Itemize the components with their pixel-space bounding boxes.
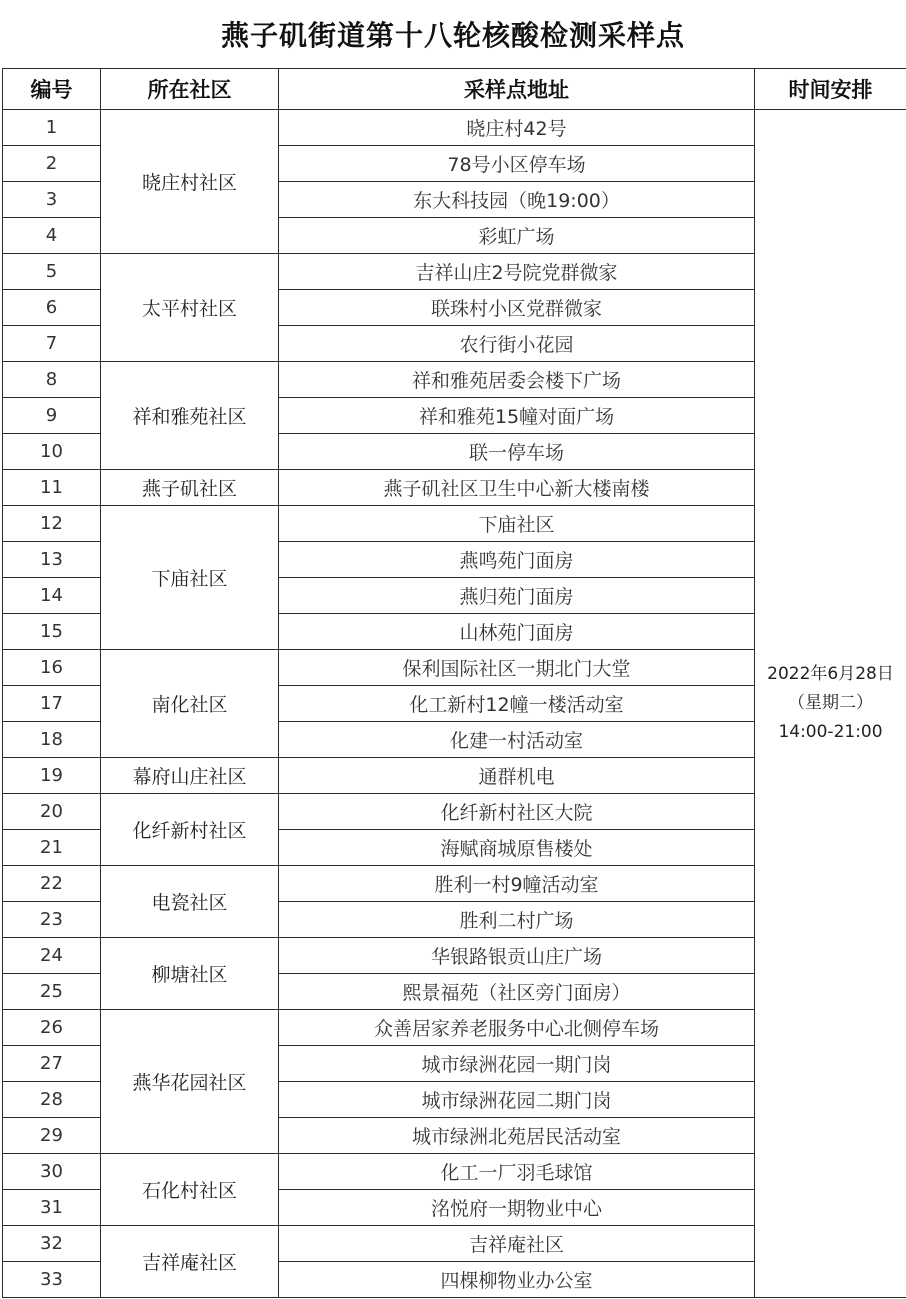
header-address: 采样点地址	[279, 69, 755, 110]
site-number: 1	[3, 110, 101, 146]
site-number: 25	[3, 974, 101, 1010]
page-title: 燕子矶街道第十八轮核酸检测采样点	[220, 19, 685, 52]
community-name: 石化村社区	[101, 1154, 279, 1226]
site-number: 32	[3, 1226, 101, 1262]
site-address: 华银路银贡山庄广场	[279, 938, 755, 974]
site-address: 山林苑门面房	[279, 614, 755, 650]
community-name: 南化社区	[101, 650, 279, 758]
table-row	[3, 110, 906, 146]
site-number: 7	[3, 326, 101, 362]
site-number: 9	[3, 398, 101, 434]
site-number: 4	[3, 218, 101, 254]
site-number: 6	[3, 290, 101, 326]
site-address: 燕归苑门面房	[279, 578, 755, 614]
site-number: 31	[3, 1190, 101, 1226]
schedule-weekday: （星期二）	[788, 693, 873, 713]
site-address: 四棵柳物业办公室	[279, 1262, 755, 1298]
community-name: 电瓷社区	[101, 866, 279, 938]
community-name: 化纤新村社区	[101, 794, 279, 866]
site-address: 海赋商城原售楼处	[279, 830, 755, 866]
table-body	[3, 110, 906, 1298]
site-number: 23	[3, 902, 101, 938]
site-number: 19	[3, 758, 101, 794]
site-address: 保利国际社区一期北门大堂	[279, 650, 755, 686]
site-address: 熙景福苑（社区旁门面房）	[279, 974, 755, 1010]
site-number: 5	[3, 254, 101, 290]
site-address: 吉祥庵社区	[279, 1226, 755, 1262]
site-number: 14	[3, 578, 101, 614]
site-number: 3	[3, 182, 101, 218]
community-name: 柳塘社区	[101, 938, 279, 1010]
community-name: 晓庄村社区	[101, 110, 279, 254]
site-address: 彩虹广场	[279, 218, 755, 254]
schedule-cell	[755, 110, 906, 1298]
site-address: 城市绿洲北苑居民活动室	[279, 1118, 755, 1154]
site-number: 2	[3, 146, 101, 182]
site-number: 26	[3, 1010, 101, 1046]
schedule-hours: 14:00-21:00	[778, 722, 883, 742]
site-address: 化工新村12幢一楼活动室	[279, 686, 755, 722]
site-address: 胜利二村广场	[279, 902, 755, 938]
site-number: 11	[3, 470, 101, 506]
site-address: 祥和雅苑15幢对面广场	[279, 398, 755, 434]
community-name: 燕子矶社区	[101, 470, 279, 506]
site-number: 20	[3, 794, 101, 830]
community-name: 太平村社区	[101, 254, 279, 362]
header-community: 所在社区	[101, 69, 279, 110]
community-name: 燕华花园社区	[101, 1010, 279, 1154]
site-address: 燕子矶社区卫生中心新大楼南楼	[279, 470, 755, 506]
site-number: 12	[3, 506, 101, 542]
site-address: 吉祥山庄2号院党群微家	[279, 254, 755, 290]
community-name: 吉祥庵社区	[101, 1226, 279, 1298]
table-header-row	[3, 69, 906, 110]
community-name: 幕府山庄社区	[101, 758, 279, 794]
site-number: 17	[3, 686, 101, 722]
site-address: 城市绿洲花园一期门岗	[279, 1046, 755, 1082]
site-number: 24	[3, 938, 101, 974]
sampling-sites-table	[2, 68, 906, 1298]
site-address: 东大科技园（晚19:00）	[279, 182, 755, 218]
site-number: 18	[3, 722, 101, 758]
site-address: 晓庄村42号	[279, 110, 755, 146]
community-name: 下庙社区	[101, 506, 279, 650]
site-number: 33	[3, 1262, 101, 1298]
site-number: 30	[3, 1154, 101, 1190]
site-address: 农行街小花园	[279, 326, 755, 362]
site-address: 洺悦府一期物业中心	[279, 1190, 755, 1226]
site-number: 29	[3, 1118, 101, 1154]
site-address: 联一停车场	[279, 434, 755, 470]
site-address: 城市绿洲花园二期门岗	[279, 1082, 755, 1118]
site-number: 16	[3, 650, 101, 686]
site-address: 联珠村小区党群微家	[279, 290, 755, 326]
site-address: 胜利一村9幢活动室	[279, 866, 755, 902]
site-address: 众善居家养老服务中心北侧停车场	[279, 1010, 755, 1046]
site-number: 13	[3, 542, 101, 578]
site-number: 27	[3, 1046, 101, 1082]
site-number: 21	[3, 830, 101, 866]
site-number: 28	[3, 1082, 101, 1118]
site-address: 化建一村活动室	[279, 722, 755, 758]
schedule-date: 2022年6月28日	[767, 664, 894, 684]
site-address: 化工一厂羽毛球馆	[279, 1154, 755, 1190]
header-number: 编号	[3, 69, 101, 110]
site-address: 化纤新村社区大院	[279, 794, 755, 830]
site-address: 燕鸣苑门面房	[279, 542, 755, 578]
site-address: 下庙社区	[279, 506, 755, 542]
site-number: 10	[3, 434, 101, 470]
site-number: 15	[3, 614, 101, 650]
site-number: 22	[3, 866, 101, 902]
community-name: 祥和雅苑社区	[101, 362, 279, 470]
site-address: 78号小区停车场	[279, 146, 755, 182]
header-schedule: 时间安排	[755, 69, 906, 110]
site-number: 8	[3, 362, 101, 398]
site-address: 祥和雅苑居委会楼下广场	[279, 362, 755, 398]
site-address: 通群机电	[279, 758, 755, 794]
